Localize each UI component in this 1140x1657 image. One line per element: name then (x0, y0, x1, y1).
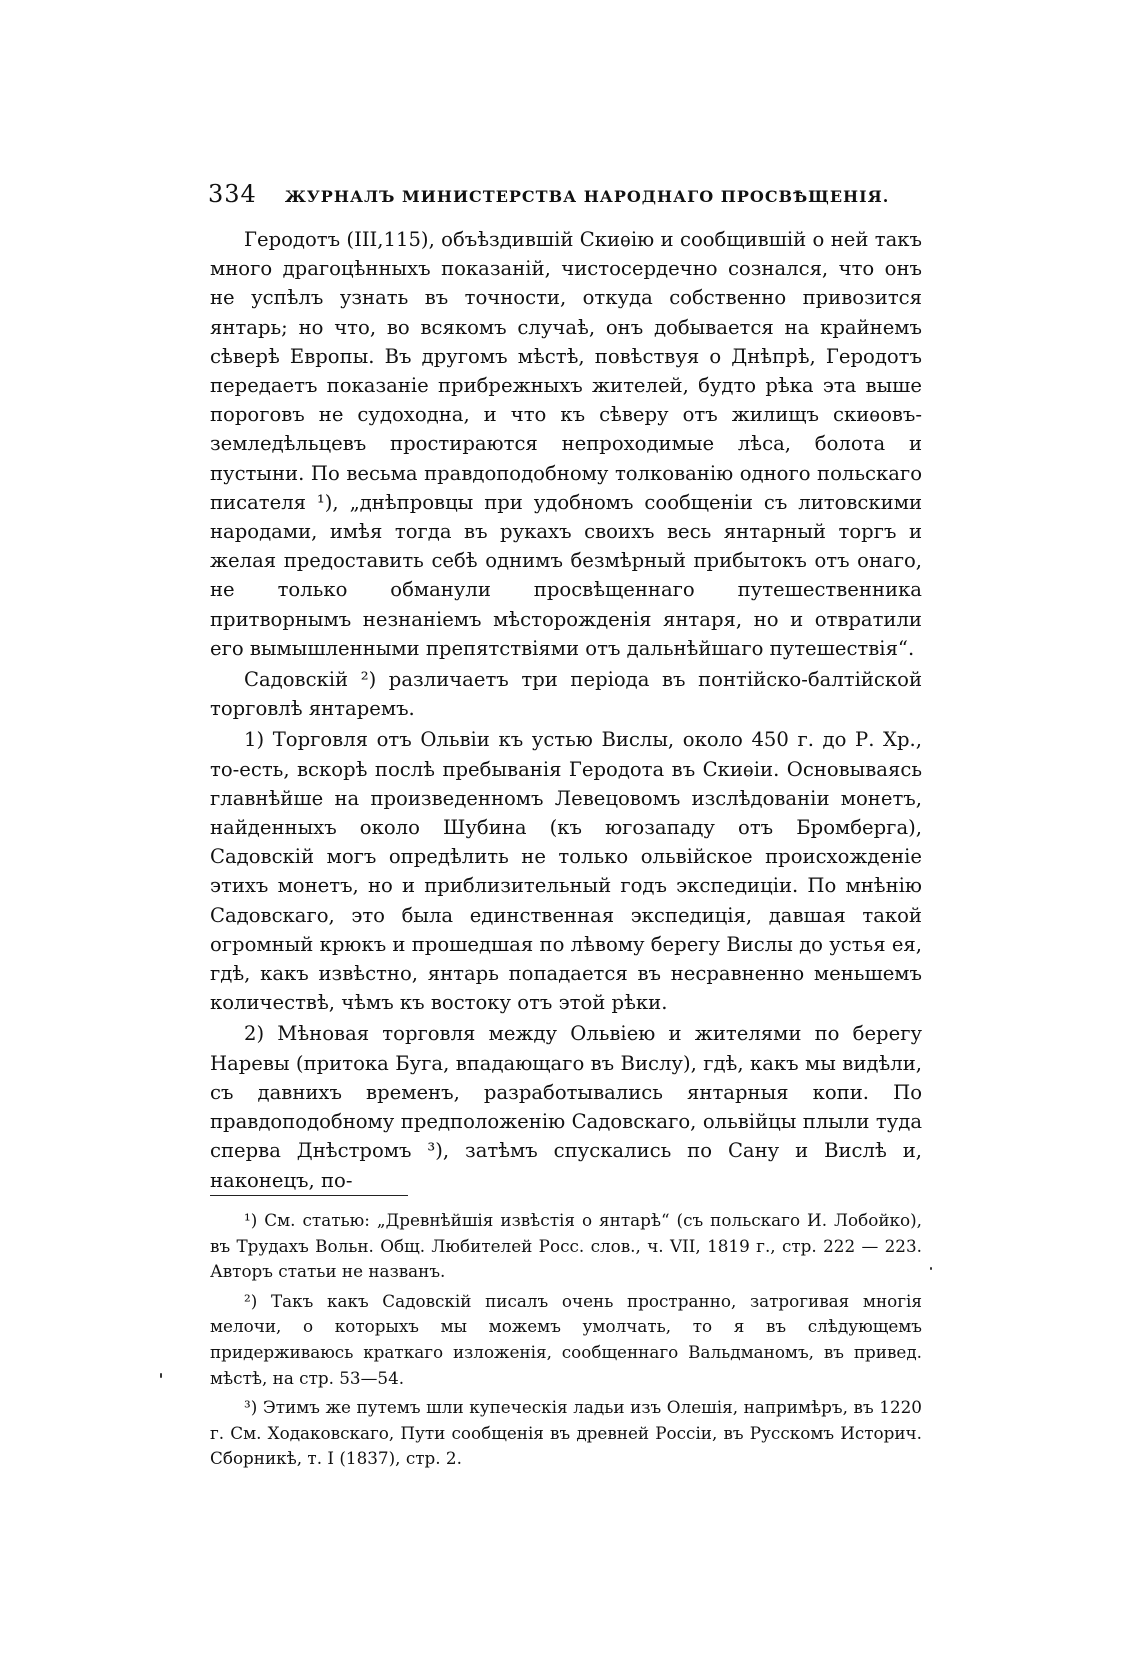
paragraph-period-2: 2) Мѣновая торговля между Ольвіею и жителями по берегу Наревы (притока Буга, впадающаго въ Вислу), гдѣ, какъ мы видѣли, съ давнихъ временъ, разработывались янтарныя копи. По правдоподобному предположенію Садовскаго, ольвійцы плыли туда сперва Днѣстромъ ³), затѣмъ спускались по Сану и Вислѣ и, наконецъ, по- (210, 1022, 922, 1192)
main-text (210, 225, 922, 1195)
running-header (208, 180, 908, 210)
footnote-3: ³) Этимъ же путемъ шли купеческія ладьи изъ Олешія, напримѣръ, въ 1220 г. См. Ходаковскаго, Пути сообщенія въ древней Россіи, въ Русскомъ Историч. Сборникѣ, т. I (1837), стр. 2. (210, 1397, 922, 1469)
footnote-2: ²) Такъ какъ Садовскій писалъ очень пространно, затрогивая многія мелочи, о которыхъ мы можемъ умолчать, то я въ слѣдующемъ придерживаюсь краткаго изложенія, сообщеннаго Вальдманомъ, въ привед. мѣстѣ, на стр. 53—54. (210, 1290, 922, 1388)
journal-title: ЖУРНАЛЪ МИНИСТЕРСТВА НАРОДНАГО ПРОСВѢЩЕНІЯ. (284, 187, 890, 206)
footnote-1: ¹) См. статью: „Древнѣйшія извѣстія о янтарѣ“ (съ польскаго И. Лобойко), въ Трудахъ Вольн. Общ. Любителей Росс. слов., ч. VII, 1819 г., стр. 222 — 223. Авторъ статьи не названъ. (210, 1210, 922, 1282)
scan-speck-mark (930, 1267, 932, 1270)
page-number: 334 (208, 180, 257, 208)
footnotes (210, 1208, 922, 1476)
paragraph-herodotus: Геродотъ (III,115), объѣздившій Скиѳію и сообщившій о ней такъ много драгоцѣнныхъ показаній, чистосердечно сознался, что онъ не успѣлъ узнать въ точности, откуда собственно привозится янтарь; но что, во всякомъ случаѣ, онъ добывается на крайнемъ сѣверѣ Европы. Въ другомъ мѣстѣ, повѣствуя о Днѣпрѣ, Геродотъ передаетъ показаніе прибрежныхъ жителей, будто рѣка эта выше пороговъ не судоходна, и что къ сѣверу отъ жилищъ скиѳовъ-земледѣльцевъ простираются непроходимые лѣса, болота и пустыни. По весьма правдоподобному толкованію одного польскаго писателя ¹), „днѣпровцы при удобномъ сообщеніи съ литовскими народами, имѣя тогда въ рукахъ своихъ весь янтарный торгъ и желая предоставить себѣ однимъ безмѣрный прибытокъ отъ онаго, не только обманули просвѣщеннаго путешественника притворнымъ незнаніемъ мѣсторожденія янтаря, но и отвратили его вымышленными препятствіями отъ дальнѣйшаго путешествія“. (210, 228, 922, 660)
footnote-divider (210, 1195, 408, 1196)
scan-speck-mark (160, 1373, 162, 1378)
paragraph-period-1: 1) Торговля отъ Ольвіи къ устью Вислы, около 450 г. до Р. Хр., то-есть, вскорѣ послѣ пребыванія Геродота въ Скиѳіи. Основываясь главнѣйше на произведенномъ Левецовомъ изслѣдованіи монетъ, найденныхъ около Шубина (къ югозападу отъ Бромберга), Садовскій могъ опредѣлить не только ольвійское происхожденіе этихъ монетъ, но и приблизительный годъ экспедиціи. По мнѣнію Садовскаго, это была единственная экспедиція, давшая такой огромный крюкъ и прошедшая по лѣвому берегу Вислы до устья ея, гдѣ, какъ извѣстно, янтарь попадается въ несравненно меньшемъ количествѣ, чѣмъ къ востоку отъ этой рѣки. (210, 728, 922, 1015)
paragraph-sadowski-periods: Садовскій ²) различаетъ три періода въ понтійско-балтійской торговлѣ янтаремъ. (210, 668, 922, 721)
